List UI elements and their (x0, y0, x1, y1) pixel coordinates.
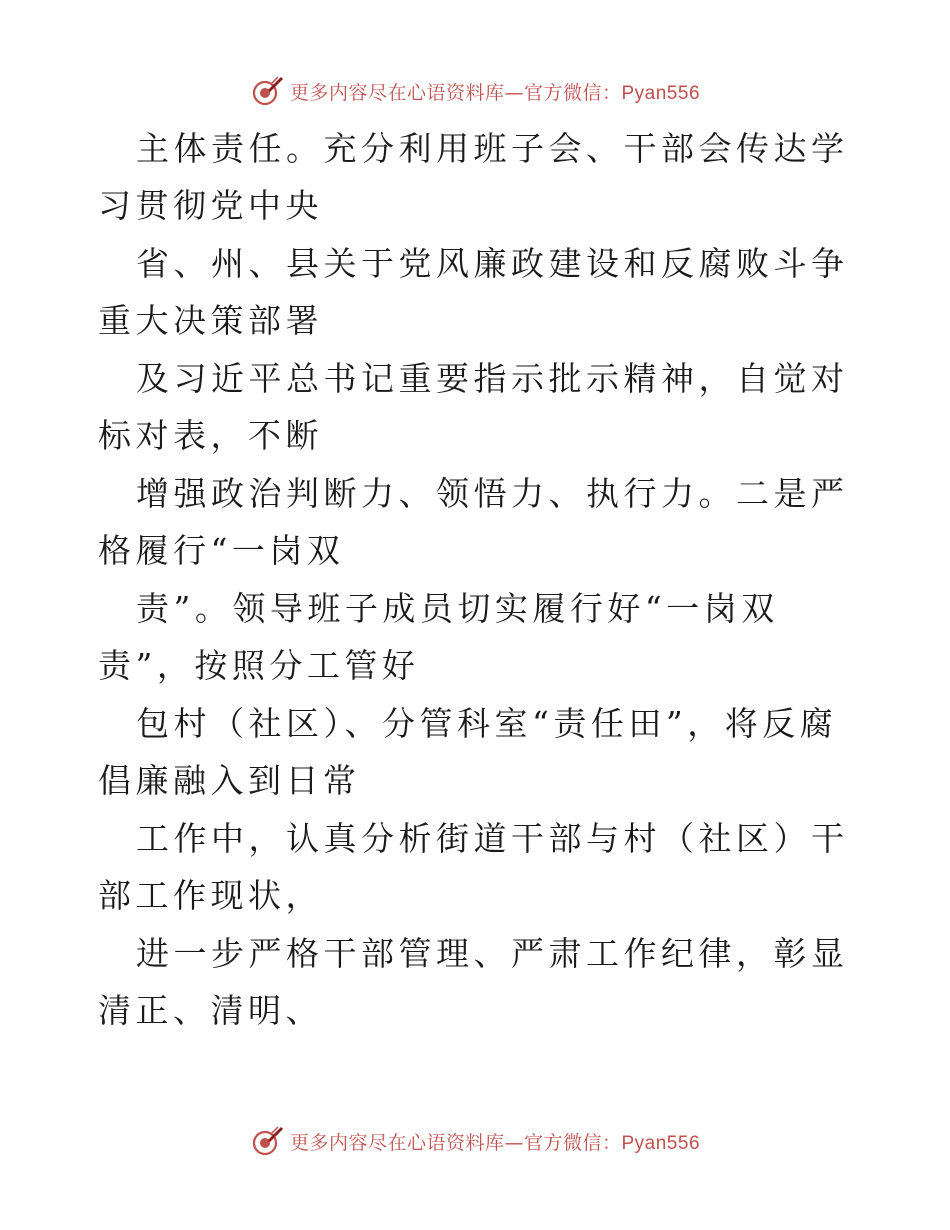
paragraph-line: 增强政治判断力、领悟力、执行力。二是严格履行“一岗双 (98, 474, 849, 570)
paragraph-line: 主体责任。充分利用班子会、干部会传达学习贯彻党中央 (98, 129, 849, 225)
paragraph-line: 包村（社区）、分管科室“责任田”，将反腐倡廉融入到日常 (98, 704, 838, 800)
paragraph-line: 责”。领导班子成员切实履行好“一岗双责”，按照分工管好 (98, 589, 779, 685)
document-body (98, 120, 858, 1040)
watermark-text: 更多内容尽在心语资料库—官方微信：Pyan556 (289, 1131, 701, 1154)
paragraph-line: 进一步严格干部管理、严肃工作纪律，彰显清正、清明、 (98, 934, 849, 1030)
paragraph-line: 及习近平总书记重要指示批示精神，自觉对标对表，不断 (98, 359, 849, 455)
footer-watermark (0, 1122, 950, 1160)
quill-seal-icon (250, 1124, 284, 1158)
paragraph-line: 工作中，认真分析街道干部与村（社区）干部工作现状， (98, 819, 849, 915)
watermark-text: 更多内容尽在心语资料库—官方微信：Pyan556 (289, 81, 701, 104)
header-watermark (0, 72, 950, 110)
paragraph-line: 省、州、县关于党风廉政建设和反腐败斗争重大决策部署 (98, 244, 849, 340)
quill-seal-icon (250, 74, 284, 108)
